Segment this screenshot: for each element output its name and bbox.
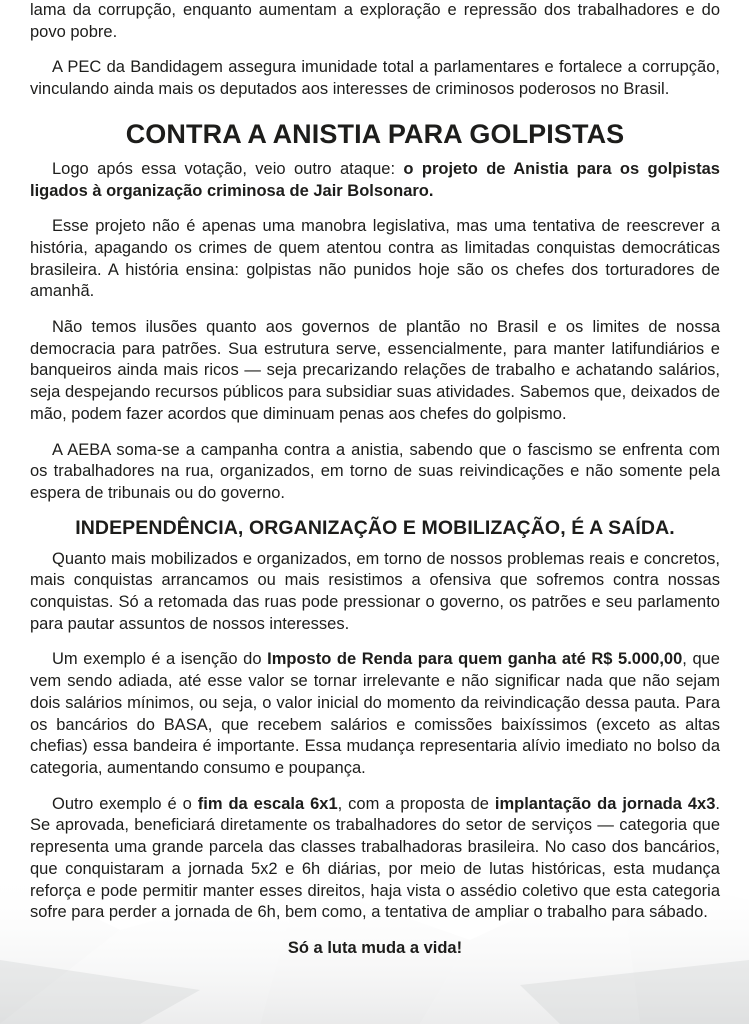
anistia-paragraph-2: Esse projeto não é apenas uma manobra legislativa, mas uma tentativa de reescrever a história, apagando os crimes de quem atentou contra as limitadas conquistas democráticas brasileira. A história ensina: golpistas não punidos hoje são os chefes dos torturadores de amanhã. (30, 217, 720, 301)
mobilizacao-paragraph-1: Quanto mais mobilizados e organizados, em torno de nossos problemas reais e concretos, mais conquistas arrancamos ou mais resistimos a ofensiva que sofremos contra nossas conquistas. Só a retomada das ruas pode pressionar o governo, os patrões e seu parlamento para pautar assuntos de nossos interesses. (30, 549, 720, 633)
anistia-paragraph-3: Não temos ilusões quanto aos governos de plantão no Brasil e os limites de nossa democracia para patrões. Sua estrutura serve, essencialmente, para manter latifundiários e banqueiros ainda mais ricos — seja precarizando relações de trabalho e achatando salários, seja despejando recursos públicos para subsidiar suas atividades. Sabemos que, deixados de mão, podem fazer acordos que diminuam penas aos chefes do golpismo. (30, 318, 720, 423)
mobilizacao-paragraph-3: Outro exemplo é o fim da escala 6x1, com a proposta de implantação da jornada 4x3. Se aprovada, beneficiará diretamente os trabalhadores do setor de serviços — categoria que representa uma grande parcela das classes trabalhadoras brasileira. No caso dos bancários, que conquistaram a jornada 5x2 e 6h diárias, por meio de lutas históricas, esta mudança reforça e pode permitir manter esses direitos, haja vista o assédio coletivo que esta categoria sofre para perder a jornada de 6h, bem como, a tentativa de ampliar o trabalho para sábado. (30, 794, 720, 922)
jornada-4x3-emphasis: implantação da jornada 4x3 (494, 794, 716, 813)
intro-paragraph-1: lama da corrupção, enquanto aumentam a exploração e repressão dos trabalhadores e do povo pobre. (30, 1, 720, 41)
section-title-anistia: CONTRA A ANISTIA PARA GOLPISTAS (125, 118, 625, 149)
anistia-paragraph-4: A AEBA soma-se a campanha contra a anistia, sabendo que o fascismo se enfrenta com os trabalhadores na rua, organizados, em torno de suas reivindicações e não somente pela espera de tribunais ou do governo. (30, 440, 720, 502)
imposto-renda-emphasis: Imposto de Renda para quem ganha até R$ 5.000,00 (267, 650, 683, 669)
anistia-paragraph-1: Logo após essa votação, veio outro ataque: o projeto de Anistia para os golpistas ligados à organização criminosa de Jair Bolsonaro. (30, 159, 720, 200)
section-title-mobilizacao: INDEPENDÊNCIA, ORGANIZAÇÃO E MOBILIZAÇÃO, É A SAÍDA. (75, 516, 675, 539)
mobilizacao-paragraph-2: Um exemplo é a isenção do Imposto de Renda para quem ganha até R$ 5.000,00, que vem sendo adiada, até esse valor se tornar irrelevante e não significar nada que não sejam dois salários mínimos, ou seja, o valor inicial do momento da reivindicação dessa pauta. Para os bancários do BASA, que recebem salários e comissões baixíssimos (exceto as altas chefias) essa bandeira é importante. Essa mudança representaria alívio imediato no bolso da categoria, aumentando consumo e poupança. (30, 650, 720, 777)
intro-paragraph-2: A PEC da Bandidagem assegura imunidade total a parlamentares e fortalece a corrupção, vinculando ainda mais os deputados aos interesses de criminosos poderosos no Brasil. (30, 58, 720, 99)
escala-6x1-emphasis: fim da escala 6x1 (197, 794, 338, 813)
anistia-emphasis: o projeto de Anistia para os golpistas ligados à organização criminosa de Jair Bolsonaro. (30, 159, 720, 200)
closing-slogan: Só a luta muda a vida! (287, 938, 463, 957)
document-body (30, 0, 720, 960)
